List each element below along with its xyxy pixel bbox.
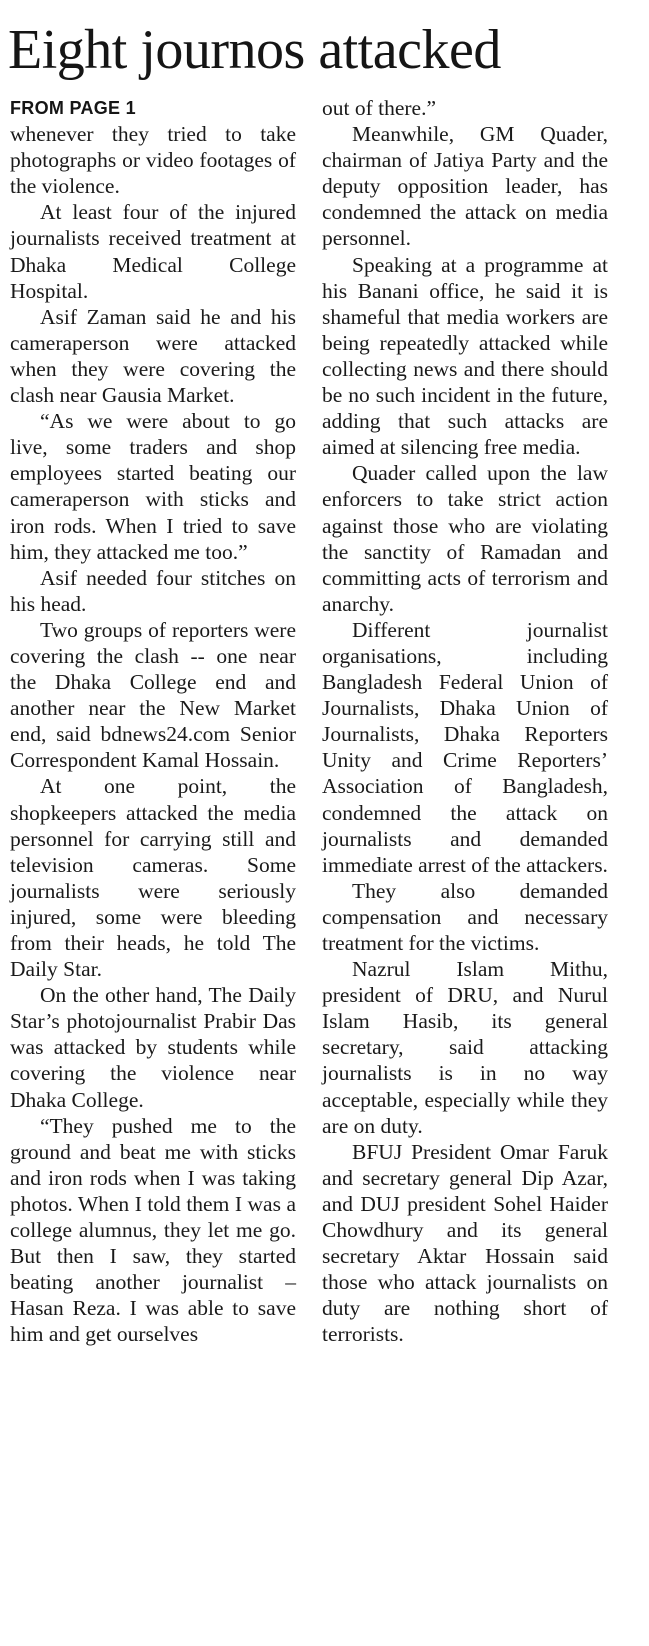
paragraph: BFUJ President Omar Faruk and secretary general Dip Azar, and DUJ president Sohel Haider Chowdhury and its general secretary Aktar Hossain said those who attack journalists on duty are nothing short of terrorists. (322, 1139, 608, 1347)
paragraph: Speaking at a programme at his Banani office, he said it is shameful that media workers are being repeatedly attacked while collecting news and there should be no such incident in the future, adding that such attacks are aimed at silencing free media. (322, 252, 608, 460)
continuation-kicker: FROM PAGE 1 (10, 98, 136, 118)
paragraph: Different journalist organisations, including Bangladesh Federal Union of Journalists, Dhaka Union of Journalists, Dhaka Reporters Unity and Crime Reporters’ Association of Bangladesh, condemned the attack on journalists and demanded immediate arrest of the attackers. (322, 617, 608, 877)
paragraph: Asif needed four stitches on his head. (10, 565, 296, 616)
paragraph: Meanwhile, GM Quader, chairman of Jatiya Party and the deputy opposition leader, has condemned the attack on media personnel. (322, 122, 608, 251)
paragraph: On the other hand, The Daily Star’s photojournalist Prabir Das was attacked by students while covering the violence near Dhaka College. (10, 983, 296, 1112)
paragraph: “As we were about to go live, some traders and shop employees started beating our cameraperson with sticks and iron rods. When I tried to save him, they attacked me too.” (10, 409, 296, 564)
paragraph: Nazrul Islam Mithu, president of DRU, and Nurul Islam Hasib, its general secretary, said attacking journalists is in no way acceptable, especially while they are on duty. (322, 957, 608, 1138)
paragraph: Quader called upon the law enforcers to take strict action against those who are violating the sanctity of Ramadan and committing acts of terrorism and anarchy. (322, 461, 608, 616)
paragraph: Asif Zaman said he and his cameraperson were attacked when they were covering the clash near Gausia Market. (10, 304, 296, 408)
paragraph: “They pushed me to the ground and beat me with sticks and iron rods when I was taking photos. When I told them I was a college alumnus, they let me go. But then I saw, they started beating another journalist – Hasan Reza. I was able to save him and get ourselves (10, 1113, 296, 1347)
paragraph: Two groups of reporters were covering the clash -- one near the Dhaka College end and another near the New Market end, said bdnews24.com Senior Correspondent Kamal Hossain. (10, 617, 296, 773)
article-column-left (10, 95, 296, 1348)
headline: Eight journos attacked (8, 19, 501, 81)
paragraph: out of there.” (322, 96, 437, 120)
paragraph: whenever they tried to take photographs or video footages of the violence. (10, 122, 296, 199)
paragraph: They also demanded compensation and necessary treatment for the victims. (322, 878, 608, 955)
paragraph: At one point, the shopkeepers attacked the media personnel for carrying still and television cameras. Some journalists were seriously injured, some were bleeding from their heads, he told The Daily Star. (10, 774, 296, 982)
article-column-right (322, 95, 608, 1348)
paragraph: At least four of the injured journalists received treatment at Dhaka Medical College Hospital. (10, 200, 296, 303)
